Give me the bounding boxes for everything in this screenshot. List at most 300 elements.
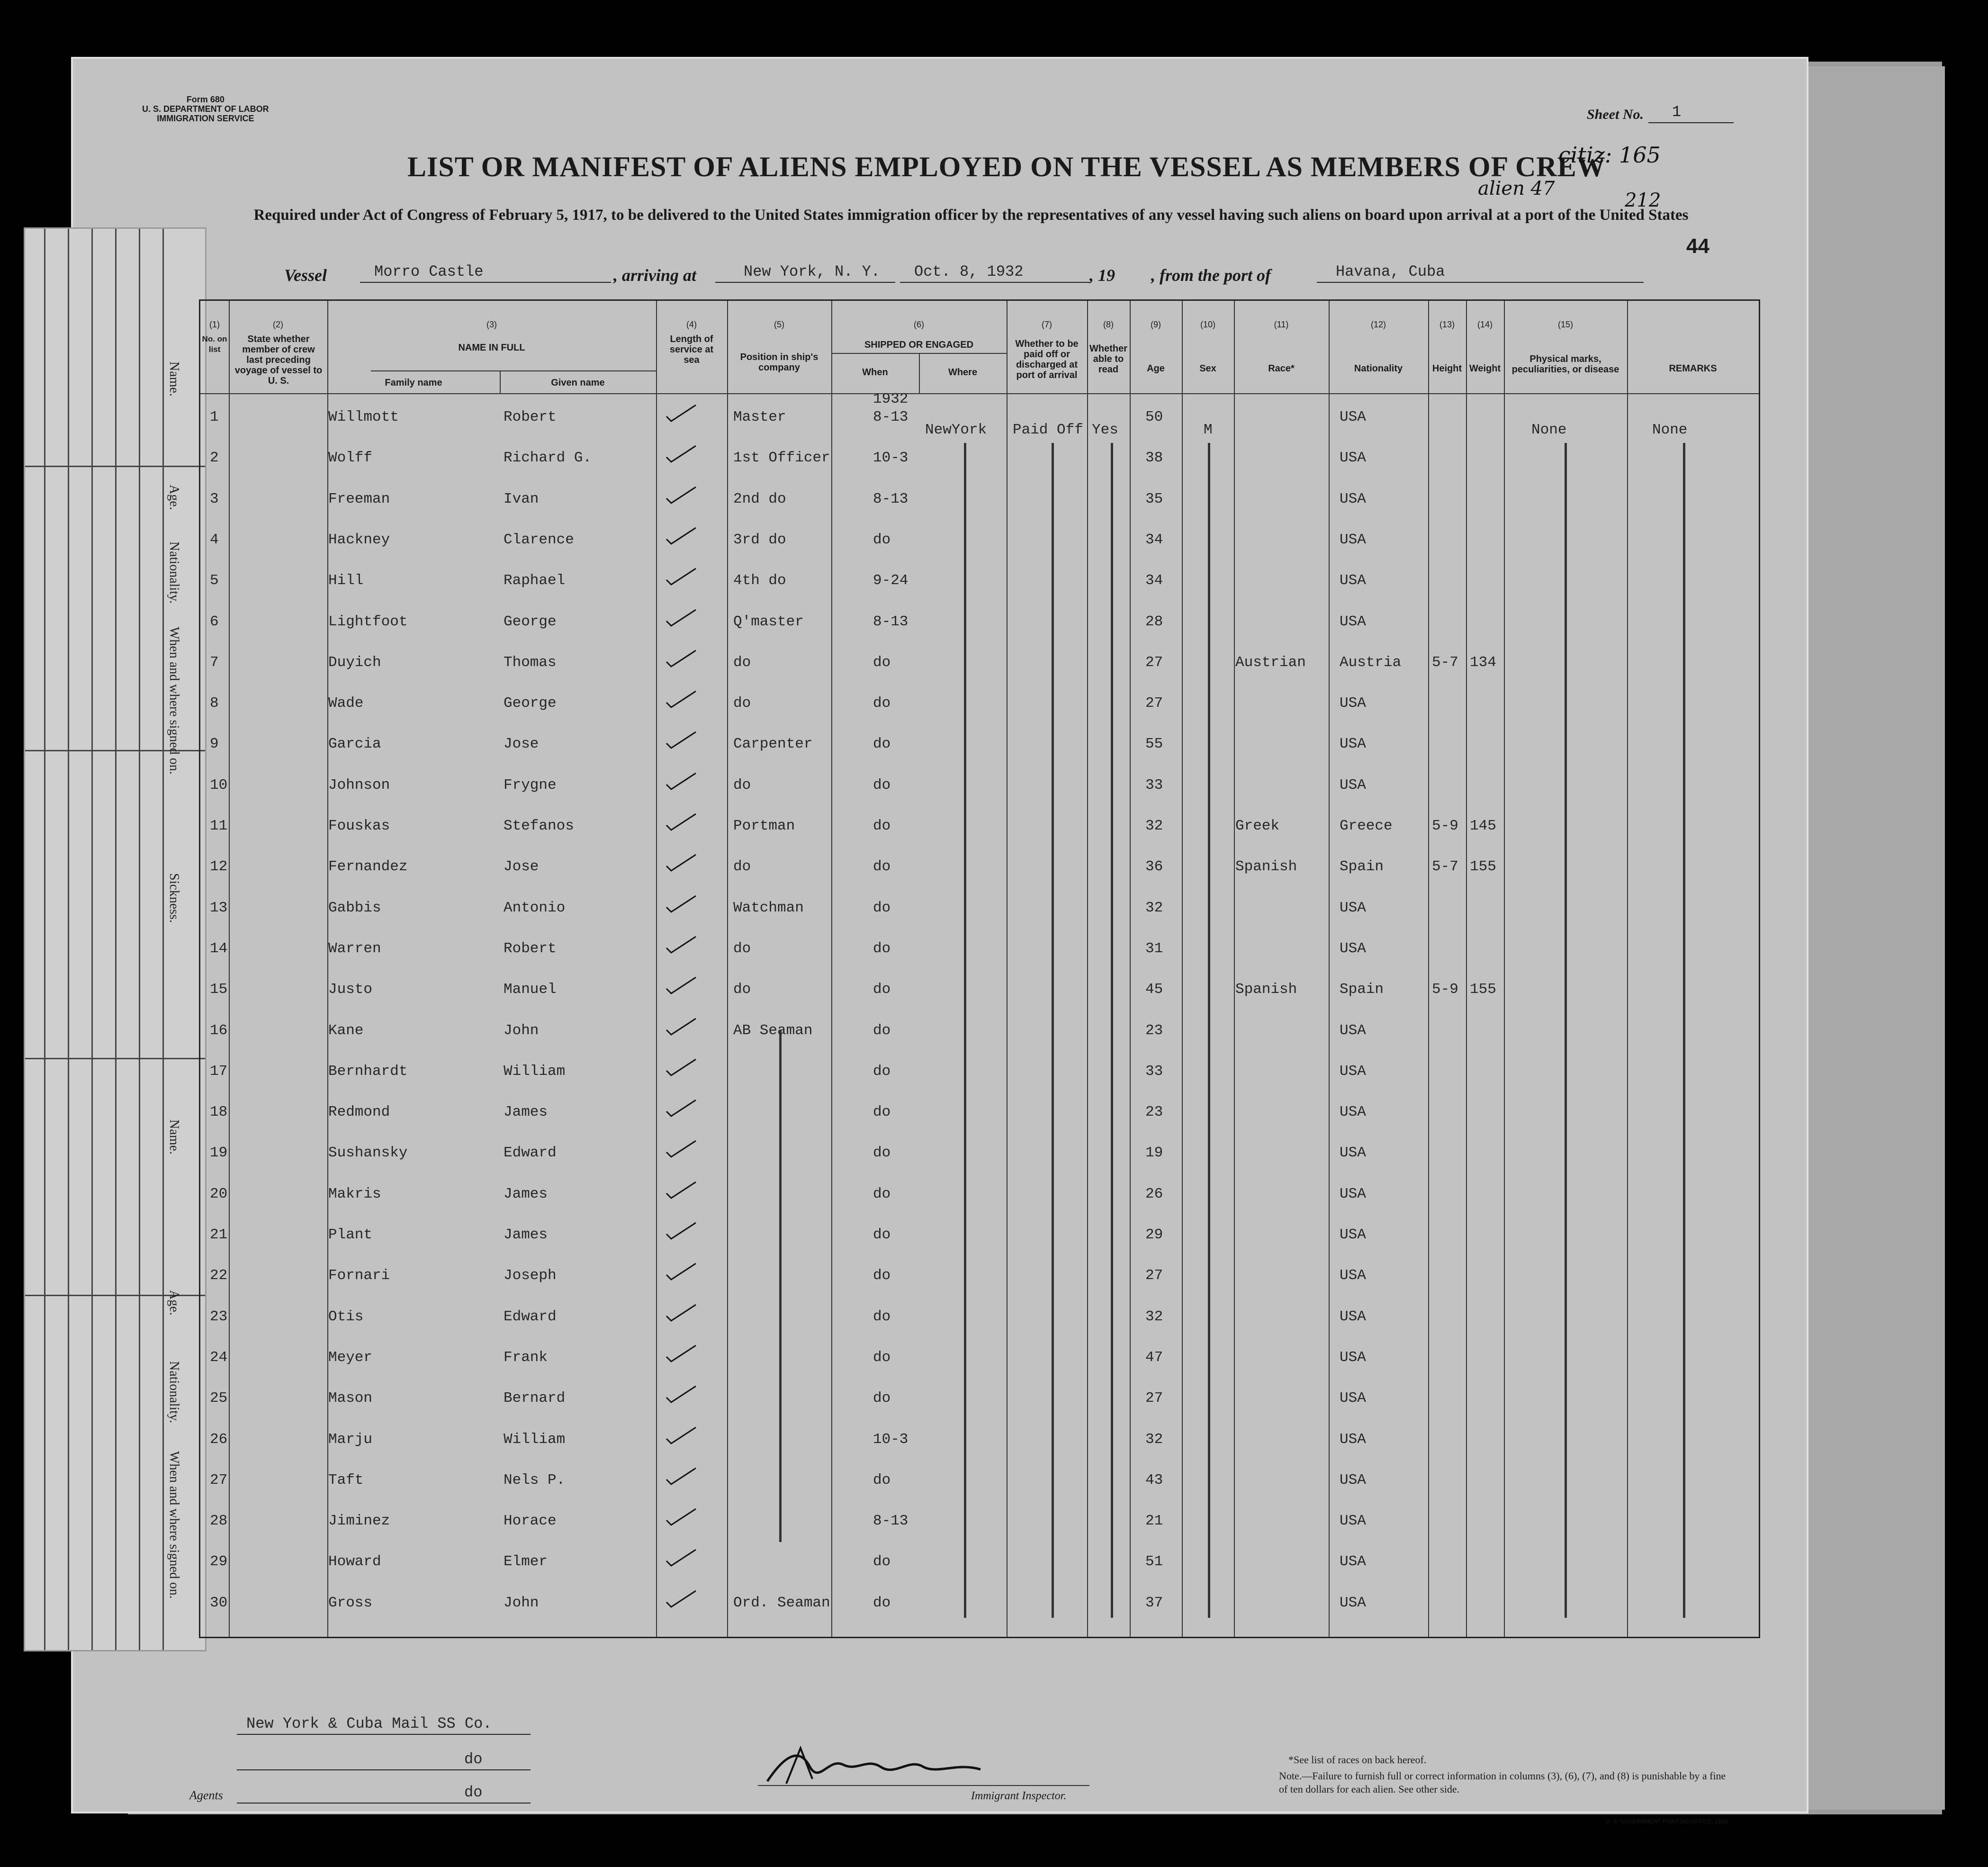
col-10-num: (10) [1200,320,1215,329]
cell-given: John [504,1022,539,1039]
col-13-num: (13) [1439,320,1455,329]
cell-when: 9-24 [873,572,909,589]
table-row [200,727,1759,765]
cell-no: 19 [210,1145,228,1162]
cell-age: 51 [1145,1553,1163,1570]
cell-race: Greek [1235,818,1280,834]
cell-nationality: USA [1340,776,1366,794]
cell-given: George [504,613,557,630]
remarks: None [1652,422,1688,438]
cell-family: Howard [328,1553,381,1570]
cell-position: Watchman [733,899,804,916]
family-name-header: Family name [385,378,442,388]
cell-family: Marju [328,1431,373,1448]
cell-age: 34 [1145,572,1163,589]
cell-age: 23 [1145,1104,1163,1121]
cell-family: Justo [328,981,373,998]
cell-weight: 155 [1470,981,1496,998]
col-5-num: (5) [774,320,784,329]
cell-family: Willmott [328,409,399,425]
cell-when: do [873,858,891,875]
cell-when: do [873,1349,891,1366]
cell-family: Makris [328,1185,381,1202]
table-row [200,1504,1759,1542]
col-4-header: Length of service at sea [669,334,714,365]
table-row [200,850,1759,888]
cell-age: 55 [1145,736,1163,753]
cell-family: Gabbis [328,899,381,916]
cell-family: Redmond [328,1104,390,1121]
check-mark-icon [665,1098,698,1117]
cell-family: Wade [328,695,364,712]
table-row [200,1545,1759,1583]
cell-when: do [873,1390,891,1407]
cell-age: 27 [1145,1267,1163,1284]
cell-family: Jiminez [328,1513,390,1530]
cell-no: 30 [210,1594,228,1611]
cell-no: 5 [210,572,219,589]
cell-weight: 155 [1470,858,1496,875]
table-row [200,400,1759,438]
cell-nationality: USA [1340,899,1366,916]
cell-no: 13 [210,899,228,916]
year-1932: 1932 [873,391,909,407]
col-14-header: Weight [1469,363,1501,374]
cell-given: Frank [504,1349,548,1366]
cell-no: 10 [210,776,228,794]
cell-nationality: Greece [1340,818,1393,834]
company-name: New York & Cuba Mail SS Co. [246,1715,492,1732]
table-row [200,1381,1759,1419]
cell-given: Antonio [504,899,566,916]
check-mark-icon [665,649,698,667]
cell-given: Horace [504,1513,557,1530]
cell-family: Mason [328,1390,373,1407]
cell-nationality: USA [1340,490,1366,507]
cell-position: 3rd do [733,531,786,548]
check-mark-icon [665,853,698,872]
cell-nationality: USA [1340,1185,1366,1202]
sex: M [1204,422,1213,438]
table-row [200,1177,1759,1215]
table-row [200,932,1759,970]
cell-age: 27 [1145,654,1163,671]
cell-nationality: USA [1340,613,1366,630]
when-header: When [862,367,888,378]
table-row [200,891,1759,929]
check-mark-icon [665,1262,698,1281]
cell-no: 8 [210,695,219,712]
cell-family: Plant [328,1227,373,1243]
cell-nationality: USA [1340,1390,1366,1407]
col-1-num: (1) [209,320,220,329]
cell-given: Manuel [504,981,557,998]
cell-given: Edward [504,1145,557,1162]
cell-age: 37 [1145,1594,1163,1611]
cell-given: Elmer [504,1553,548,1570]
physical-marks: None [1531,422,1567,438]
cell-nationality: USA [1340,1513,1366,1530]
cell-position: 4th do [733,572,786,589]
cell-age: 38 [1145,450,1163,467]
check-mark-icon [665,730,698,749]
where-new-york: NewYork [925,422,987,438]
cell-family: Hackney [328,531,390,548]
cell-family: Meyer [328,1349,373,1366]
races-note: *See list of races on back hereof. [1288,1754,1427,1766]
cell-given: Richard G. [504,450,592,467]
cell-position: AB Seaman [733,1022,813,1039]
cell-when: do [873,981,891,998]
cell-when: do [873,1022,891,1039]
cell-position: do [733,695,751,712]
cell-no: 3 [210,490,219,507]
slip-label: Sickness. [167,873,181,923]
cell-given: Raphael [504,572,566,589]
cell-age: 50 [1145,409,1163,425]
cell-position: Carpenter [733,736,813,753]
check-mark-icon [665,444,698,463]
cell-nationality: USA [1340,1471,1366,1488]
table-row [200,605,1759,643]
slip-label: Name. [167,361,181,397]
cell-age: 36 [1145,858,1163,875]
cell-given: Ivan [504,490,539,507]
col-10-header: Sex [1199,363,1216,374]
cell-when: do [873,776,891,794]
sheet-no-label: Sheet No. [1587,107,1644,122]
cell-given: Robert [504,940,557,957]
cell-family: Sushansky [328,1145,408,1162]
cell-age: 33 [1145,776,1163,794]
table-row [200,809,1759,847]
cell-when: 10-3 [873,450,909,467]
check-mark-icon [665,689,698,708]
cell-given: Stefanos [504,818,574,834]
cell-given: Jose [504,858,539,875]
paid-off: Paid Off [1013,422,1083,438]
cell-age: 32 [1145,899,1163,916]
cell-nationality: USA [1340,1063,1366,1080]
cell-given: Jose [504,736,539,753]
arriving-label: , arriving at [613,266,697,285]
cell-when: 8-13 [873,1513,909,1530]
cell-when: do [873,1063,891,1080]
table-row [200,1014,1759,1052]
col-12-header: Nationality [1354,363,1403,374]
table-row [200,441,1759,479]
cell-given: Joseph [504,1267,557,1284]
table-row [200,1586,1759,1624]
cell-when: do [873,736,891,753]
cell-no: 1 [210,409,219,425]
inspector-signature [758,1739,995,1791]
check-mark-icon [665,1139,698,1158]
col-6-num: (6) [914,320,924,329]
cell-height: 5-7 [1432,654,1458,671]
cell-when: do [873,1104,891,1121]
slip-label: Nationality. [167,1361,181,1424]
remarks-header: REMARKS [1669,363,1717,374]
cell-given: James [504,1227,548,1243]
slip-label: Age. [167,1290,181,1316]
cell-given: Thomas [504,654,557,671]
slip-label: When and where signed on. [167,1451,181,1599]
year-label: , 19 [1089,266,1115,285]
table-row [200,1055,1759,1092]
cell-no: 18 [210,1104,228,1121]
cell-race: Spanish [1235,858,1297,875]
table-row [200,768,1759,806]
table-row [200,1259,1759,1297]
cell-nationality: USA [1340,1308,1366,1325]
ditto-2: do [464,1784,483,1801]
cell-age: 28 [1145,613,1163,630]
cell-no: 29 [210,1553,228,1570]
table-row [200,564,1759,602]
cell-when: do [873,1594,891,1611]
cell-weight: 134 [1470,654,1496,671]
cell-age: 27 [1145,1390,1163,1407]
col-2-header: State whether member of crew last preceding voyage of vessel to U. S. [234,334,323,386]
cell-no: 21 [210,1227,228,1243]
cell-when: do [873,1471,891,1488]
cell-position: 1st Officer [733,450,830,467]
col-3-header: NAME IN FULL [458,343,525,353]
check-mark-icon [665,403,698,422]
cell-family: Otis [328,1308,364,1325]
cell-nationality: USA [1340,940,1366,957]
col-8-header: Whether able to read [1089,343,1127,375]
cell-no: 7 [210,654,219,671]
cell-height: 5-9 [1432,818,1458,834]
cell-no: 25 [210,1390,228,1407]
cell-given: George [504,695,557,712]
side-slip [24,227,207,1651]
ditto-1: do [464,1750,483,1768]
table-row [200,1423,1759,1461]
check-mark-icon [665,771,698,790]
cell-nationality: USA [1340,1349,1366,1366]
check-mark-icon [665,812,698,831]
able-to-read: Yes [1092,422,1118,438]
cell-age: 31 [1145,940,1163,957]
cell-nationality: USA [1340,409,1366,425]
cell-given: James [504,1185,548,1202]
cell-family: Hill [328,572,364,589]
cell-no: 28 [210,1513,228,1530]
check-mark-icon [665,1589,698,1608]
cell-nationality: Spain [1340,981,1384,998]
cell-nationality: Austria [1340,654,1402,671]
cell-nationality: USA [1340,736,1366,753]
check-mark-icon [665,1017,698,1036]
cell-age: 23 [1145,1022,1163,1039]
cell-no: 26 [210,1431,228,1448]
arrival-date: Oct. 8, 1932 [914,263,1024,280]
table-row [200,1136,1759,1174]
cell-nationality: Spain [1340,858,1384,875]
cell-no: 20 [210,1185,228,1202]
cell-age: 33 [1145,1063,1163,1080]
cell-position: do [733,776,751,794]
cell-no: 17 [210,1063,228,1080]
cell-position: do [733,981,751,998]
cell-family: Fouskas [328,818,390,834]
cell-no: 23 [210,1308,228,1325]
cell-given: Clarence [504,531,574,548]
cell-nationality: USA [1340,450,1366,467]
check-mark-icon [665,1344,698,1362]
cell-no: 4 [210,531,219,548]
cell-given: William [504,1431,566,1448]
cell-nationality: USA [1340,1267,1366,1284]
cell-when: do [873,818,891,834]
check-mark-icon [665,1425,698,1444]
check-mark-icon [665,935,698,954]
cell-age: 19 [1145,1145,1163,1162]
fine-note: Note.—Failure to furnish full or correct information in columns (3), (6), (7), and (8) is punishable by a fine of ten dollars for each alien. See other side. [1279,1770,1726,1795]
cell-no: 6 [210,613,219,630]
cell-race: Spanish [1235,981,1297,998]
cell-position: do [733,940,751,957]
annotation-citiz: citiz: 165 [1558,142,1661,168]
print-office: U. S. GOVERNMENT PRINTING OFFICE: 1929 [1606,1818,1728,1825]
col-4-num: (4) [686,320,697,329]
vessel-label: Vessel [284,266,327,285]
cell-position: Ord. Seaman [733,1594,830,1611]
check-mark-icon [665,1180,698,1199]
cell-age: 32 [1145,818,1163,834]
col-8-num: (8) [1103,320,1114,329]
cell-nationality: USA [1340,1431,1366,1448]
page-subtitle: Required under Act of Congress of February 5, 1917, to be delivered to the United States immigration officer by the representatives of any vessel having such aliens on board upon arrival at a port of the United States [253,207,1689,224]
check-mark-icon [665,894,698,913]
cell-family: Garcia [328,736,381,753]
cell-when: do [873,1227,891,1243]
col-11-num: (11) [1274,320,1289,329]
check-mark-icon [665,526,698,545]
cell-age: 43 [1145,1471,1163,1488]
cell-given: Nels P. [504,1471,566,1488]
cell-given: Edward [504,1308,557,1325]
crew-table [199,299,1760,1638]
table-row [200,1300,1759,1338]
cell-when: do [873,1267,891,1284]
cell-when: do [873,899,891,916]
cell-family: Fornari [328,1267,390,1284]
annotation-alien: alien 47 [1478,178,1555,199]
check-mark-icon [665,975,698,994]
col-5-header: Position in ship's company [740,352,819,373]
table-row [200,973,1759,1010]
slip-label: Name. [167,1119,181,1154]
cell-family: Freeman [328,490,390,507]
cell-age: 32 [1145,1431,1163,1448]
cell-no: 9 [210,736,219,753]
cell-nationality: USA [1340,1104,1366,1121]
form-number: Form 680 [186,95,225,104]
cell-when: do [873,940,891,957]
col-12-num: (12) [1370,320,1386,329]
cell-position: do [733,654,751,671]
check-mark-icon [665,1507,698,1526]
cell-position: do [733,858,751,875]
table-row [200,1095,1759,1133]
cell-nationality: USA [1340,1594,1366,1611]
cell-when: do [873,1185,891,1202]
table-row [200,686,1759,724]
check-mark-icon [665,1548,698,1567]
check-mark-icon [665,608,698,627]
cell-no: 22 [210,1267,228,1284]
cell-age: 26 [1145,1185,1163,1202]
vessel-name: Morro Castle [374,263,484,280]
cell-age: 47 [1145,1349,1163,1366]
cell-nationality: USA [1340,531,1366,548]
cell-family: Bernhardt [328,1063,408,1080]
col-2-num: (2) [273,320,283,329]
check-mark-icon [665,1057,698,1076]
annotation-total: 212 [1625,189,1661,211]
table-row [200,1341,1759,1379]
cell-family: Gross [328,1594,373,1611]
agents-label: Agents [189,1788,223,1802]
cell-age: 45 [1145,981,1163,998]
check-mark-icon [665,1221,698,1240]
cell-given: William [504,1063,566,1080]
service: IMMIGRATION SERVICE [157,114,254,123]
cell-when: 8-13 [873,613,909,630]
col-14-num: (14) [1477,320,1493,329]
cell-no: 27 [210,1471,228,1488]
cell-weight: 145 [1470,818,1496,834]
cell-nationality: USA [1340,572,1366,589]
slip-label: When and where signed on. [167,627,181,775]
table-row [200,1463,1759,1501]
cell-nationality: USA [1340,1022,1366,1039]
where-header: Where [948,367,978,378]
cell-no: 11 [210,818,228,834]
inspector-label: Immigrant Inspector. [971,1790,1067,1802]
cell-position: Q'master [733,613,804,630]
check-mark-icon [665,567,698,586]
col-7-header: Whether to be paid off or discharged at port of arrival [1015,339,1079,380]
cell-given: Frygne [504,776,557,794]
cell-family: Taft [328,1471,364,1488]
col-1-header: No. on list [202,334,227,354]
cell-when: do [873,654,891,671]
cell-nationality: USA [1340,1227,1366,1243]
table-row [200,482,1759,520]
cell-given: Bernard [504,1390,566,1407]
cell-age: 21 [1145,1513,1163,1530]
cell-family: Warren [328,940,381,957]
from-label: , from the port of [1151,266,1271,285]
col-9-header: Age [1147,363,1165,374]
cell-when: do [873,1553,891,1570]
check-mark-icon [665,1384,698,1403]
cell-age: 34 [1145,531,1163,548]
cell-position: 2nd do [733,490,786,507]
cell-position: Master [733,409,786,425]
cell-family: Fernandez [328,858,408,875]
cell-position: Portman [733,818,795,834]
cell-when: 8-13 [873,409,909,425]
slip-label: Nationality. [167,541,181,604]
cell-when: 8-13 [873,490,909,507]
cell-family: Wolff [328,450,373,467]
